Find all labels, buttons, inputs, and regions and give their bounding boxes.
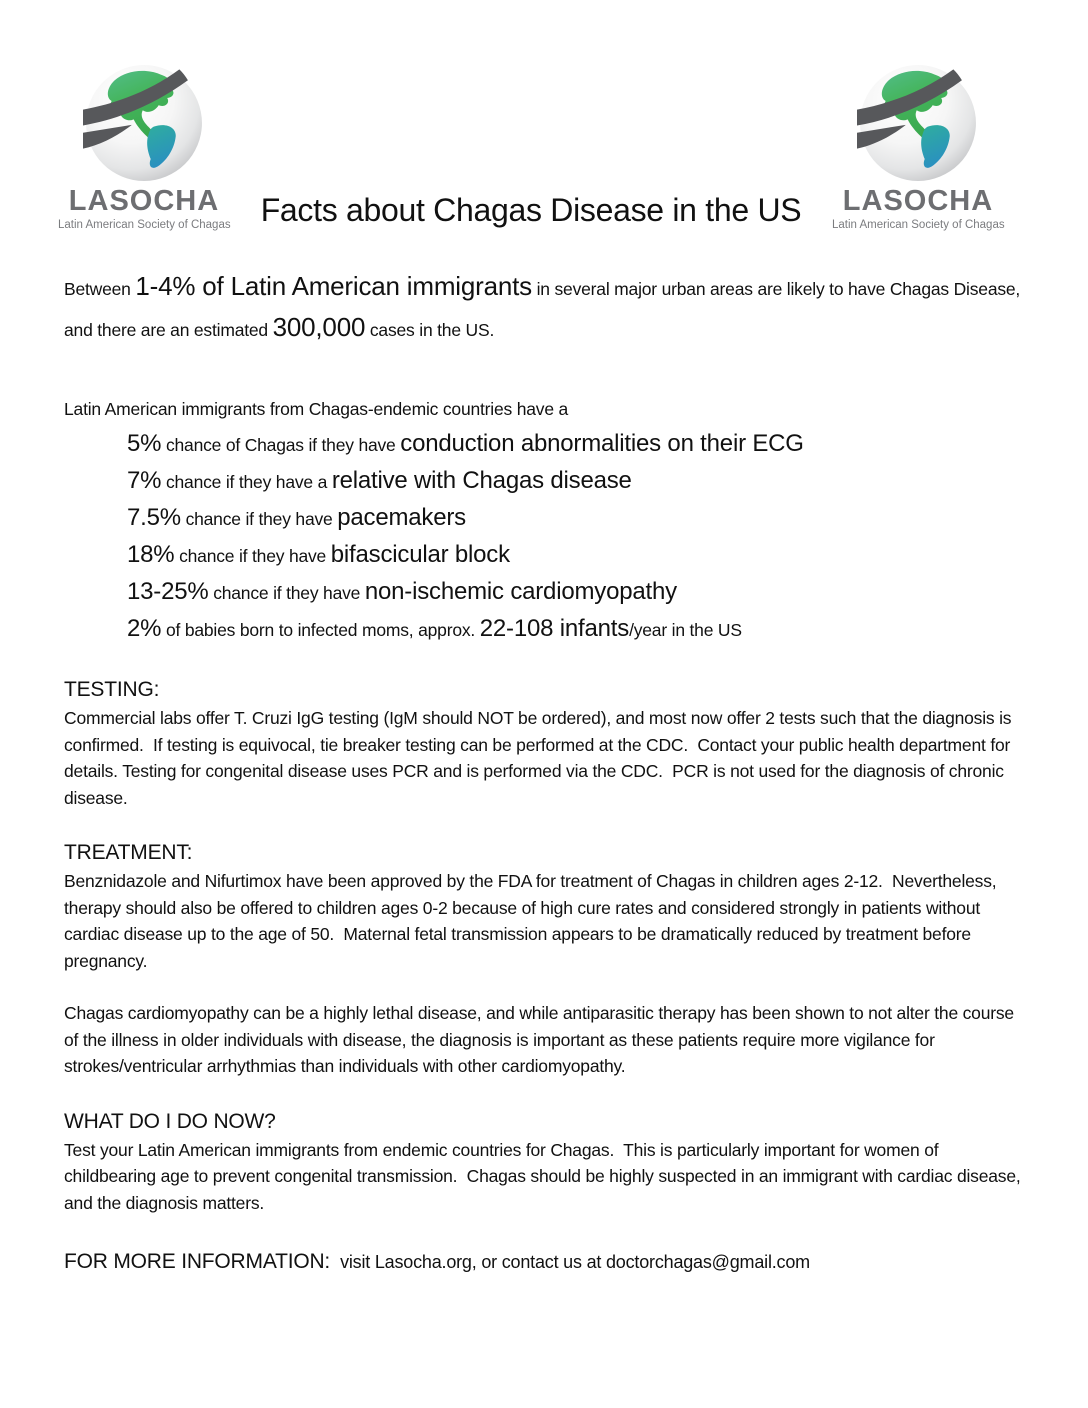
risk-mid-text: chance if they have — [208, 583, 365, 603]
risk-mid-text: chance if they have — [180, 509, 338, 529]
risk-percent: 5% — [127, 430, 162, 457]
risk-percent: 2% — [127, 615, 162, 642]
risk-condition: 22-108 infants — [479, 615, 630, 642]
more-information-heading: FOR MORE INFORMATION: — [64, 1250, 331, 1273]
intro-text: cases in the US. — [365, 320, 495, 340]
risk-percent: 7% — [127, 467, 162, 494]
section-heading-next-steps: WHAT DO I DO NOW? — [64, 1109, 276, 1133]
section-heading-treatment: TREATMENT: — [64, 841, 193, 864]
intro-highlight-percent: 1-4% of Latin American immigrants — [135, 271, 532, 301]
risk-item — [127, 611, 1032, 648]
risk-mid-text: of babies born to infected moms, approx. — [161, 620, 480, 640]
risk-mid-text: chance if they have — [174, 546, 331, 566]
risk-condition: non-ischemic cardiomyopathy — [364, 578, 677, 605]
more-information-text: visit Lasocha.org, or contact us at doctorchagas@gmail.com — [340, 1252, 810, 1272]
document-body — [0, 267, 1088, 1274]
risk-mid-text: chance of Chagas if they have — [161, 435, 401, 455]
risk-mid-text: chance if they have a — [161, 472, 332, 492]
risk-item — [127, 463, 1032, 500]
section-body-treatment-2: Chagas cardiomyopathy can be a highly lethal disease, and while antiparasitic therapy has been shown to not alter the course of the illness in older individuals with disease, the diagnosis is important as these patients require more vigilance for strokes/ventricular arrhythmias than individuals with other cardiomyopathy. — [64, 1003, 1019, 1076]
section-treatment — [64, 841, 1032, 1080]
intro-text: in several major urban areas are likely to have Chagas Disease, and there are an estimated — [64, 279, 1021, 340]
masthead — [0, 0, 1088, 231]
risk-condition: bifascicular block — [330, 541, 510, 568]
risk-percent: 18% — [127, 541, 175, 568]
risk-percent: 7.5% — [127, 504, 181, 531]
section-body-testing: Commercial labs offer T. Cruzi IgG testing (IgM should NOT be ordered), and most now offer 2 tests such that the diagnosis is confirmed. If testing is equivocal, tie breaker testing can be performed at the CDC. Contact your public health department for details. Testing for congenital disease uses PCR and is performed via the CDC. PCR is not used for the diagnosis of chronic disease. — [64, 708, 1017, 808]
intro-paragraph — [64, 267, 1032, 349]
section-body-next-steps: Test your Latin American immigrants from endemic countries for Chagas. This is particularly important for women of childbearing age to prevent congenital transmission. Chagas should be highly suspected in an immigrant with cardiac disease, and the diagnosis matters. — [64, 1139, 1026, 1213]
lasocha-logo-left — [58, 62, 230, 231]
globe-icon — [857, 62, 979, 184]
intro-text: Between — [64, 279, 136, 299]
risk-condition: conduction abnormalities on their ECG — [400, 430, 804, 457]
logo-wordmark: LASOCHA — [842, 185, 994, 217]
more-information-line — [64, 1250, 1032, 1274]
risk-list — [64, 426, 1032, 648]
risk-item — [127, 500, 1032, 537]
risk-item — [127, 426, 1032, 463]
logo-tagline: Latin American Society of Chagas — [58, 219, 231, 231]
page-title: Facts about Chagas Disease in the US — [260, 192, 802, 228]
section-what-do-i-do-now — [64, 1110, 1032, 1217]
globe-icon — [83, 62, 205, 184]
section-testing — [64, 678, 1032, 811]
lasocha-logo-right — [832, 62, 1004, 231]
risk-condition: pacemakers — [337, 504, 466, 531]
risk-item — [127, 574, 1032, 611]
risk-condition: relative with Chagas disease — [331, 467, 632, 494]
intro-highlight-cases: 300,000 — [272, 312, 366, 342]
risk-list-intro: Latin American immigrants from Chagas-endemic countries have a — [64, 399, 569, 419]
risk-tail-text: /year in the US — [629, 620, 742, 640]
section-heading-testing: TESTING: — [64, 678, 160, 701]
logo-tagline: Latin American Society of Chagas — [832, 219, 1005, 231]
section-body-treatment-1: Benznidazole and Nifurtimox have been approved by the FDA for treatment of Chagas in children ages 2-12. Nevertheless, therapy should also be offered to children ages 0-2 because of high cure rates and considered strongly in patients without cardiac disease up to the age of 50. Maternal fetal transmission appears to be dramatically reduced by treatment before pregnancy. — [64, 871, 1002, 971]
logo-wordmark: LASOCHA — [68, 185, 220, 217]
risk-item — [127, 537, 1032, 574]
risk-percent: 13-25% — [127, 578, 209, 605]
